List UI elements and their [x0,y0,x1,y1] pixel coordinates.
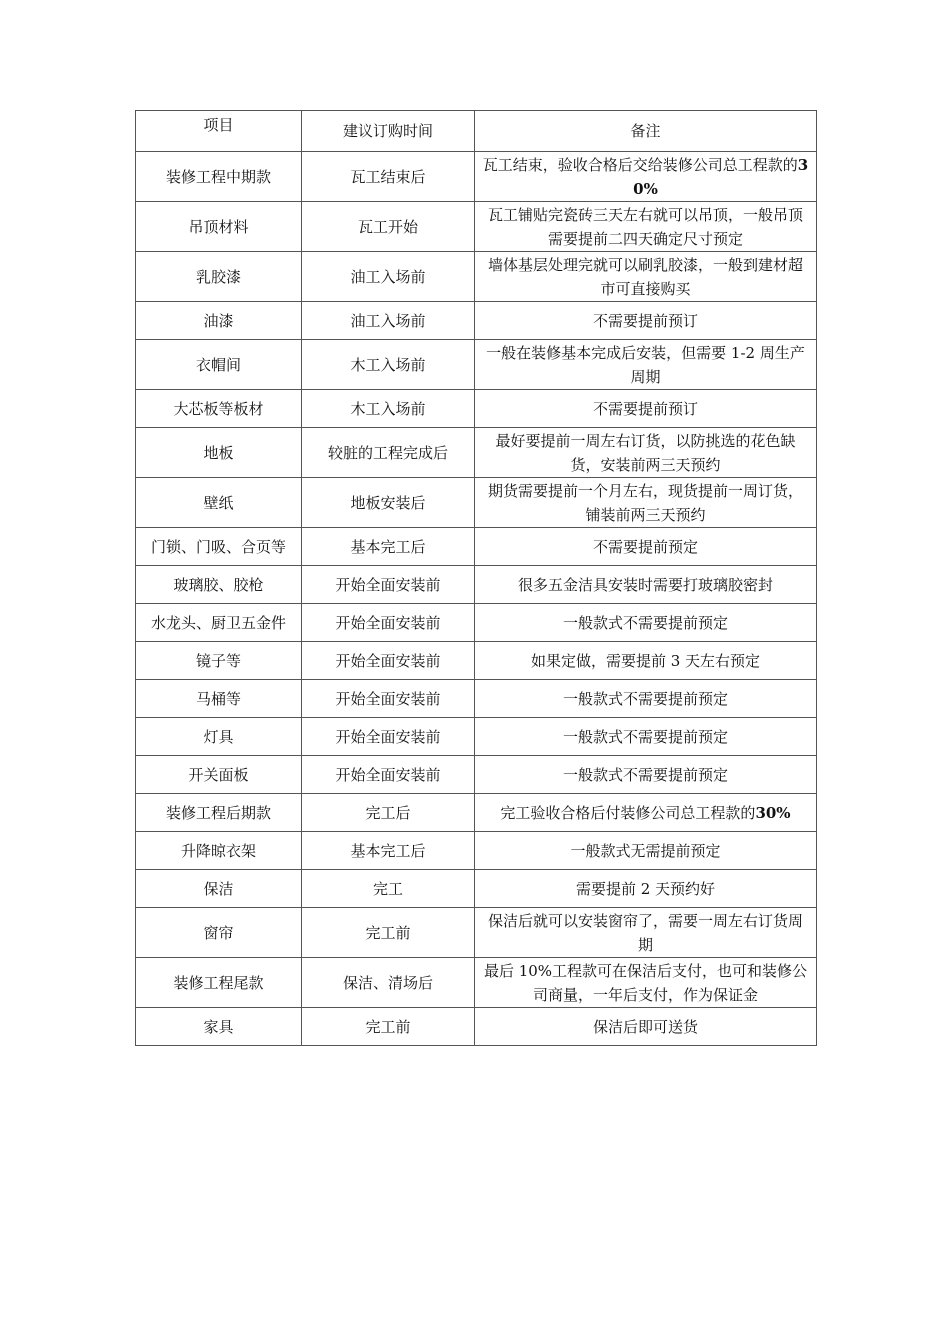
table-row [136,528,817,566]
cell-order-time: 基本完工后 [302,528,475,566]
cell-item: 乳胶漆 [136,252,302,302]
cell-note [475,528,817,566]
cell-order-time: 开始全面安装前 [302,756,475,794]
cell-item: 家具 [136,1008,302,1046]
cell-order-time: 木工入场前 [302,390,475,428]
table-row [136,1008,817,1046]
table-row [136,642,817,680]
cell-item: 升降晾衣架 [136,832,302,870]
note-emphasis: 30% [755,803,791,822]
cell-item: 衣帽间 [136,340,302,390]
table-row [136,604,817,642]
table-row [136,756,817,794]
cell-note [475,152,817,202]
table-row [136,340,817,390]
cell-note [475,870,817,908]
cell-order-time: 完工前 [302,908,475,958]
note-text: 如果定做，需要提前 3 天左右预定 [530,651,761,670]
note-text: 需要提前 2 天预约好 [575,879,716,898]
cell-order-time: 开始全面安装前 [302,566,475,604]
note-text: 一般款式不需要提前预定 [562,727,728,746]
table-row [136,680,817,718]
note-text: 一般在装修基本完成后安装，但需要 1-2 周生产周期 [486,343,805,386]
cell-note [475,252,817,302]
cell-item: 保洁 [136,870,302,908]
note-text: 最后 10%工程款可在保洁后支付，也可和装修公司商量，一年后支付，作为保证金 [483,961,808,1004]
table-row [136,832,817,870]
cell-note [475,794,817,832]
cell-order-time: 开始全面安装前 [302,718,475,756]
cell-note [475,302,817,340]
table-header-row [136,111,817,152]
note-text: 不需要提前预定 [592,537,698,556]
cell-item: 水龙头、厨卫五金件 [136,604,302,642]
cell-item: 窗帘 [136,908,302,958]
note-text: 一般款式不需要提前预定 [562,765,728,784]
cell-item: 壁纸 [136,478,302,528]
cell-item: 大芯板等板材 [136,390,302,428]
cell-order-time: 保洁、清场后 [302,958,475,1008]
purchase-schedule-table [135,110,817,1046]
cell-item: 开关面板 [136,756,302,794]
table-row [136,870,817,908]
cell-order-time: 瓦工开始 [302,202,475,252]
note-text: 瓦工结束，验收合格后交给装修公司总工程款的 [482,155,798,174]
note-text: 不需要提前预订 [592,399,698,418]
table-row [136,428,817,478]
cell-note [475,390,817,428]
header-order-time: 建议订购时间 [302,111,475,152]
cell-item: 玻璃胶、胶枪 [136,566,302,604]
cell-note [475,756,817,794]
cell-note [475,478,817,528]
note-text: 期货需要提前一个月左右，现货提前一周订货，铺装前两三天预约 [487,481,803,524]
note-text: 保洁后就可以安装窗帘了，需要一周左右订货周期 [487,911,803,954]
table-row [136,566,817,604]
cell-item: 地板 [136,428,302,478]
cell-order-time: 地板安装后 [302,478,475,528]
table-body [136,152,817,1046]
cell-note [475,202,817,252]
note-text: 保洁后即可送货 [592,1017,698,1036]
table-row [136,794,817,832]
cell-order-time: 油工入场前 [302,252,475,302]
cell-note [475,908,817,958]
cell-item: 门锁、门吸、合页等 [136,528,302,566]
cell-item: 镜子等 [136,642,302,680]
table-row [136,390,817,428]
table-row [136,302,817,340]
note-text: 完工验收合格后付装修公司总工程款的 [500,803,756,822]
cell-order-time: 开始全面安装前 [302,604,475,642]
table-row [136,252,817,302]
cell-order-time: 完工 [302,870,475,908]
table-row [136,718,817,756]
table-row [136,152,817,202]
cell-order-time: 基本完工后 [302,832,475,870]
cell-order-time: 开始全面安装前 [302,642,475,680]
table-row [136,908,817,958]
cell-order-time: 瓦工结束后 [302,152,475,202]
cell-order-time: 油工入场前 [302,302,475,340]
note-emphasis: 30% [633,155,809,198]
note-text: 一般款式不需要提前预定 [562,613,728,632]
header-item: 项目 [136,111,302,152]
cell-note [475,1008,817,1046]
header-note: 备注 [475,111,817,152]
cell-item: 油漆 [136,302,302,340]
cell-item: 装修工程后期款 [136,794,302,832]
note-text: 最好要提前一周左右订货，以防挑选的花色缺货，安装前两三天预约 [495,431,796,474]
cell-note [475,642,817,680]
cell-item: 装修工程尾款 [136,958,302,1008]
table-row [136,202,817,252]
cell-item: 吊顶材料 [136,202,302,252]
table-row [136,958,817,1008]
cell-note [475,566,817,604]
cell-note [475,428,817,478]
cell-note [475,680,817,718]
cell-order-time: 较脏的工程完成后 [302,428,475,478]
cell-note [475,340,817,390]
note-text: 一般款式不需要提前预定 [562,689,728,708]
cell-note [475,832,817,870]
note-text: 一般款式无需提前预定 [570,841,721,860]
cell-order-time: 完工前 [302,1008,475,1046]
note-text: 瓦工铺贴完瓷砖三天左右就可以吊顶，一般吊顶需要提前二四天确定尺寸预定 [487,205,803,248]
note-text: 墙体基层处理完就可以刷乳胶漆，一般到建材超市可直接购买 [487,255,803,298]
cell-item: 马桶等 [136,680,302,718]
cell-note [475,604,817,642]
cell-order-time: 木工入场前 [302,340,475,390]
cell-note [475,958,817,1008]
cell-item: 灯具 [136,718,302,756]
note-text: 很多五金洁具安装时需要打玻璃胶密封 [517,575,773,594]
table-row [136,478,817,528]
note-text: 不需要提前预订 [592,311,698,330]
cell-note [475,718,817,756]
cell-order-time: 完工后 [302,794,475,832]
cell-order-time: 开始全面安装前 [302,680,475,718]
cell-item: 装修工程中期款 [136,152,302,202]
